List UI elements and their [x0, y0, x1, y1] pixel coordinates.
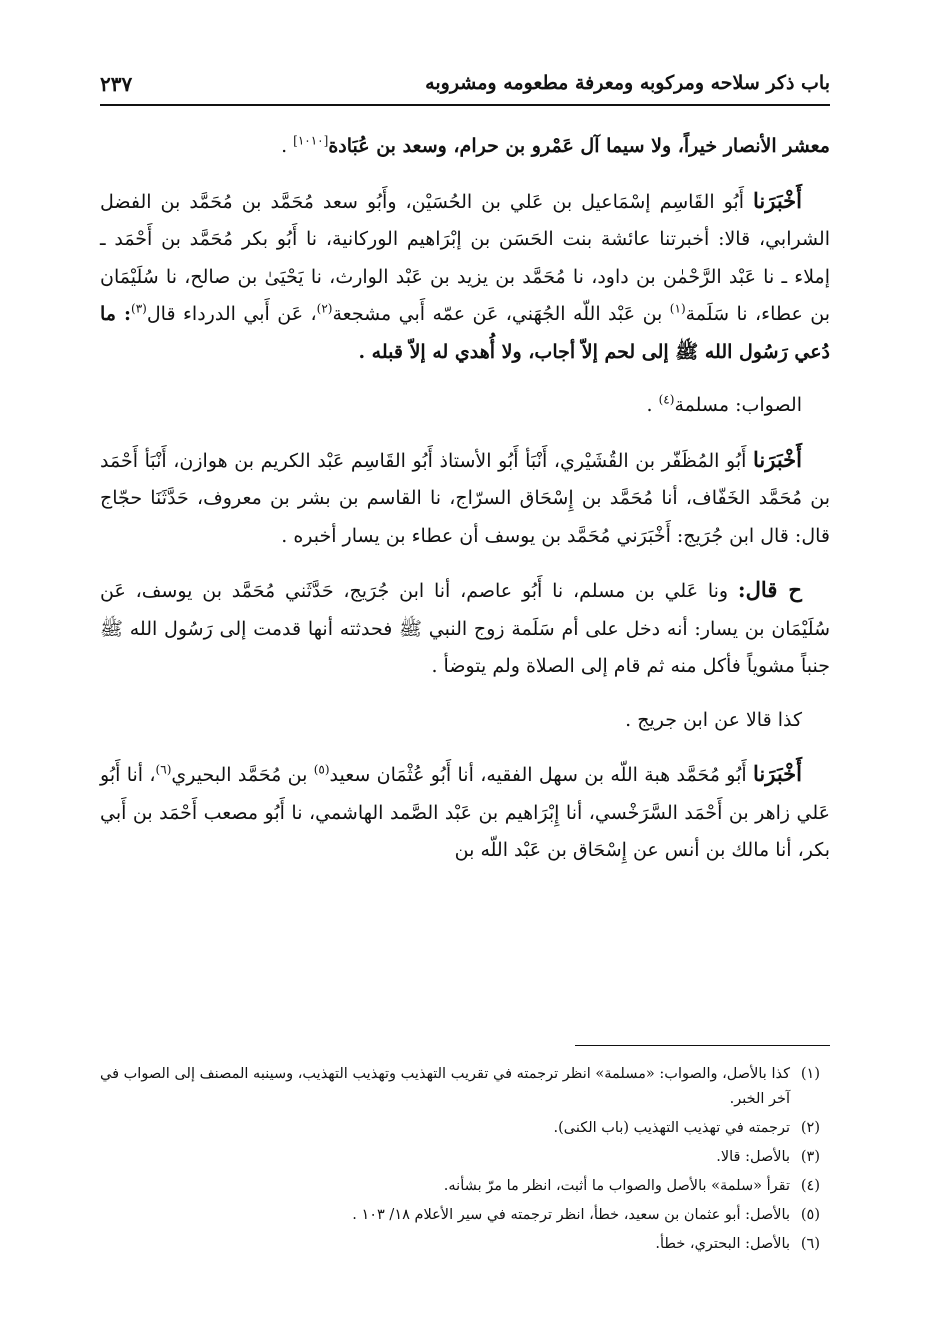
- text-run: بن مُحَمَّد البحيري: [171, 764, 314, 786]
- text-run: ، عَن أَبي الدرداء قال: [146, 303, 317, 325]
- footnote-text: تقرأ «سلمة» بالأصل والصواب ما أثبت، انظر ما مرّ بشأنه.: [443, 1178, 790, 1194]
- footnote-text: ترجمته في تهذيب التهذيب (باب الكنى).: [553, 1120, 790, 1136]
- text-run: معشر الأنصار خيراً، ولا سيما آل عَمْرو بن حرام، وسعد بن عُبَادة: [328, 135, 830, 157]
- footnote-text: بالأصل: أبو عثمان بن سعيد، خطأ، انظر ترجمته في سير الأعلام ١٨/ ١٠٣ .: [352, 1207, 790, 1223]
- page-header: [100, 70, 830, 102]
- footnote-marker: (٤): [658, 392, 675, 407]
- footnote: [100, 1174, 830, 1199]
- footnotes: [100, 1062, 830, 1261]
- footnote: [100, 1232, 830, 1257]
- text-run: .: [646, 394, 659, 416]
- paragraph-isnad-2: [100, 441, 830, 556]
- footnote-marker: (٦): [155, 762, 172, 777]
- footnote-marker: (٢): [316, 301, 333, 316]
- page-number: ٢٣٧: [100, 72, 133, 96]
- text-run: بن عَبْد اللّه الجُهَني، عَن عمّه أَبي مشجعة: [332, 303, 670, 325]
- footnote-marker: (١): [669, 301, 686, 316]
- paragraph-isnad-1: [100, 182, 830, 372]
- paragraph-correction: [100, 387, 830, 425]
- narration-keyword: أَخْبَرَنا: [753, 446, 802, 472]
- hadith-text: : ما دُعي رَسُول الله ﷺ إلى لحم إلاّ أجاب، ولا أُهدي له إلاّ قبله .: [100, 303, 830, 363]
- paragraph-continuation: [100, 128, 830, 166]
- text-run: ، أنا أَبُو عَلي زاهر بن أَحْمَد السَّرَخْسي، أنا إِبْرَاهيم بن عَبْد الصَّمد الهاشمي، نا أَبُو مصعب أَحْمَد بن أَبي بكر، أنا مالك بن أنس عن إِسْحَاق بن عَبْد اللّه بن: [100, 764, 830, 861]
- main-text: [100, 128, 830, 886]
- footnote-number: (٢): [800, 1120, 820, 1136]
- footnote-number: (٦): [800, 1236, 820, 1252]
- paragraph-isnad-4: [100, 755, 830, 870]
- footnote-text: كذا بالأصل، والصواب: «مسلمة» انظر ترجمته في تقريب التهذيب وتهذيب التهذيب، وسينبه المصنف إلى الصواب في آخر الخبر.: [100, 1066, 790, 1107]
- running-title: باب ذكر سلاحه ومركوبه ومعرفة مطعومه ومشروبه: [425, 72, 830, 94]
- footnote-text: بالأصل: قالا.: [716, 1149, 790, 1165]
- footnote-number: (١): [800, 1066, 820, 1082]
- narration-keyword: ح قال:: [737, 577, 802, 602]
- narration-keyword: أَخْبَرَنا: [753, 761, 802, 786]
- paragraph-isnad-3: [100, 571, 830, 686]
- footnote-separator: [575, 1045, 830, 1046]
- footnote-marker: (٣): [131, 301, 147, 316]
- hadith-reference: [١٠١٠]: [293, 133, 329, 148]
- footnote: [100, 1203, 830, 1228]
- text-run: كذا قالا عن ابن جريج .: [625, 708, 802, 731]
- text-run: أَبُو المُظَفّر بن القُشَيْري، أَنْبَأ أَبُو الأستاذ أَبُو القَاسِم عَبْد الكريم بن هوازن، أَنْبَأ أَحْمَد بن مُحَمَّد الخَفّاف، أنا مُحَمَّد بن إِسْحَاق السرّاج، نا القاسم بن بشر بن معروف، حَدَّثَنَا حجّاج قال: قال ابن جُرَيج: أَخْبَرَني مُحَمَّد بن يوسف أن عطاء بن يسار أخبره .: [100, 449, 830, 547]
- footnote-marker: (٥): [313, 762, 330, 777]
- text-run: أَبُو القَاسِم إسْمَاعيل بن عَلي بن الحُسَيْن، وأَبُو سعد مُحَمَّد بن مُحَمَّد بن الفضل الشرابي، قالا: أخبرتنا عائشة بنت الحَسَن بن إبْرَاهيم الوركانية، نا أَبُو بكر مُحَمَّد بن أَحْمَد ـ إملاء ـ نا عَبْد الرَّحْمٰن بن داود، نا مُحَمَّد بن يزيد بن عَبْد الوارث، نا يَحْيَىٰ بن صالح، نا سُلَيْمَان بن عطاء، نا سَلَمة: [100, 190, 831, 325]
- footnote-number: (٥): [800, 1207, 820, 1223]
- header-rule: [100, 104, 830, 106]
- paragraph-note: [100, 702, 830, 740]
- narration-keyword: أَخْبَرَنا: [753, 187, 802, 213]
- text-run: .: [281, 135, 294, 157]
- footnote-text: بالأصل: البحتري، خطأ.: [655, 1236, 790, 1252]
- text-run: الصواب: مسلمة: [674, 394, 802, 416]
- text-run: أَبُو مُحَمَّد هبة اللّه بن سهل الفقيه، أنا أَبُو عُثْمَان سعيد: [329, 764, 753, 786]
- footnote: [100, 1116, 830, 1141]
- footnote-number: (٤): [800, 1178, 820, 1194]
- footnote: [100, 1062, 830, 1112]
- text-run: ونا عَلي بن مسلم، نا أَبُو عاصم، أنا ابن جُرَيج، حَدَّثَني مُحَمَّد بن يوسف، عَن سُلَيْمَان بن يسار: أنه دخل على أم سَلَمة زوج النبي ﷺ فحدثته أنها قدمت إلى رَسُول الله ﷺ جنباً مشوياً فأكل منه ثم قام إلى الصلاة ولم يتوضأ .: [100, 580, 830, 677]
- footnote-number: (٣): [800, 1149, 820, 1165]
- footnote: [100, 1145, 830, 1170]
